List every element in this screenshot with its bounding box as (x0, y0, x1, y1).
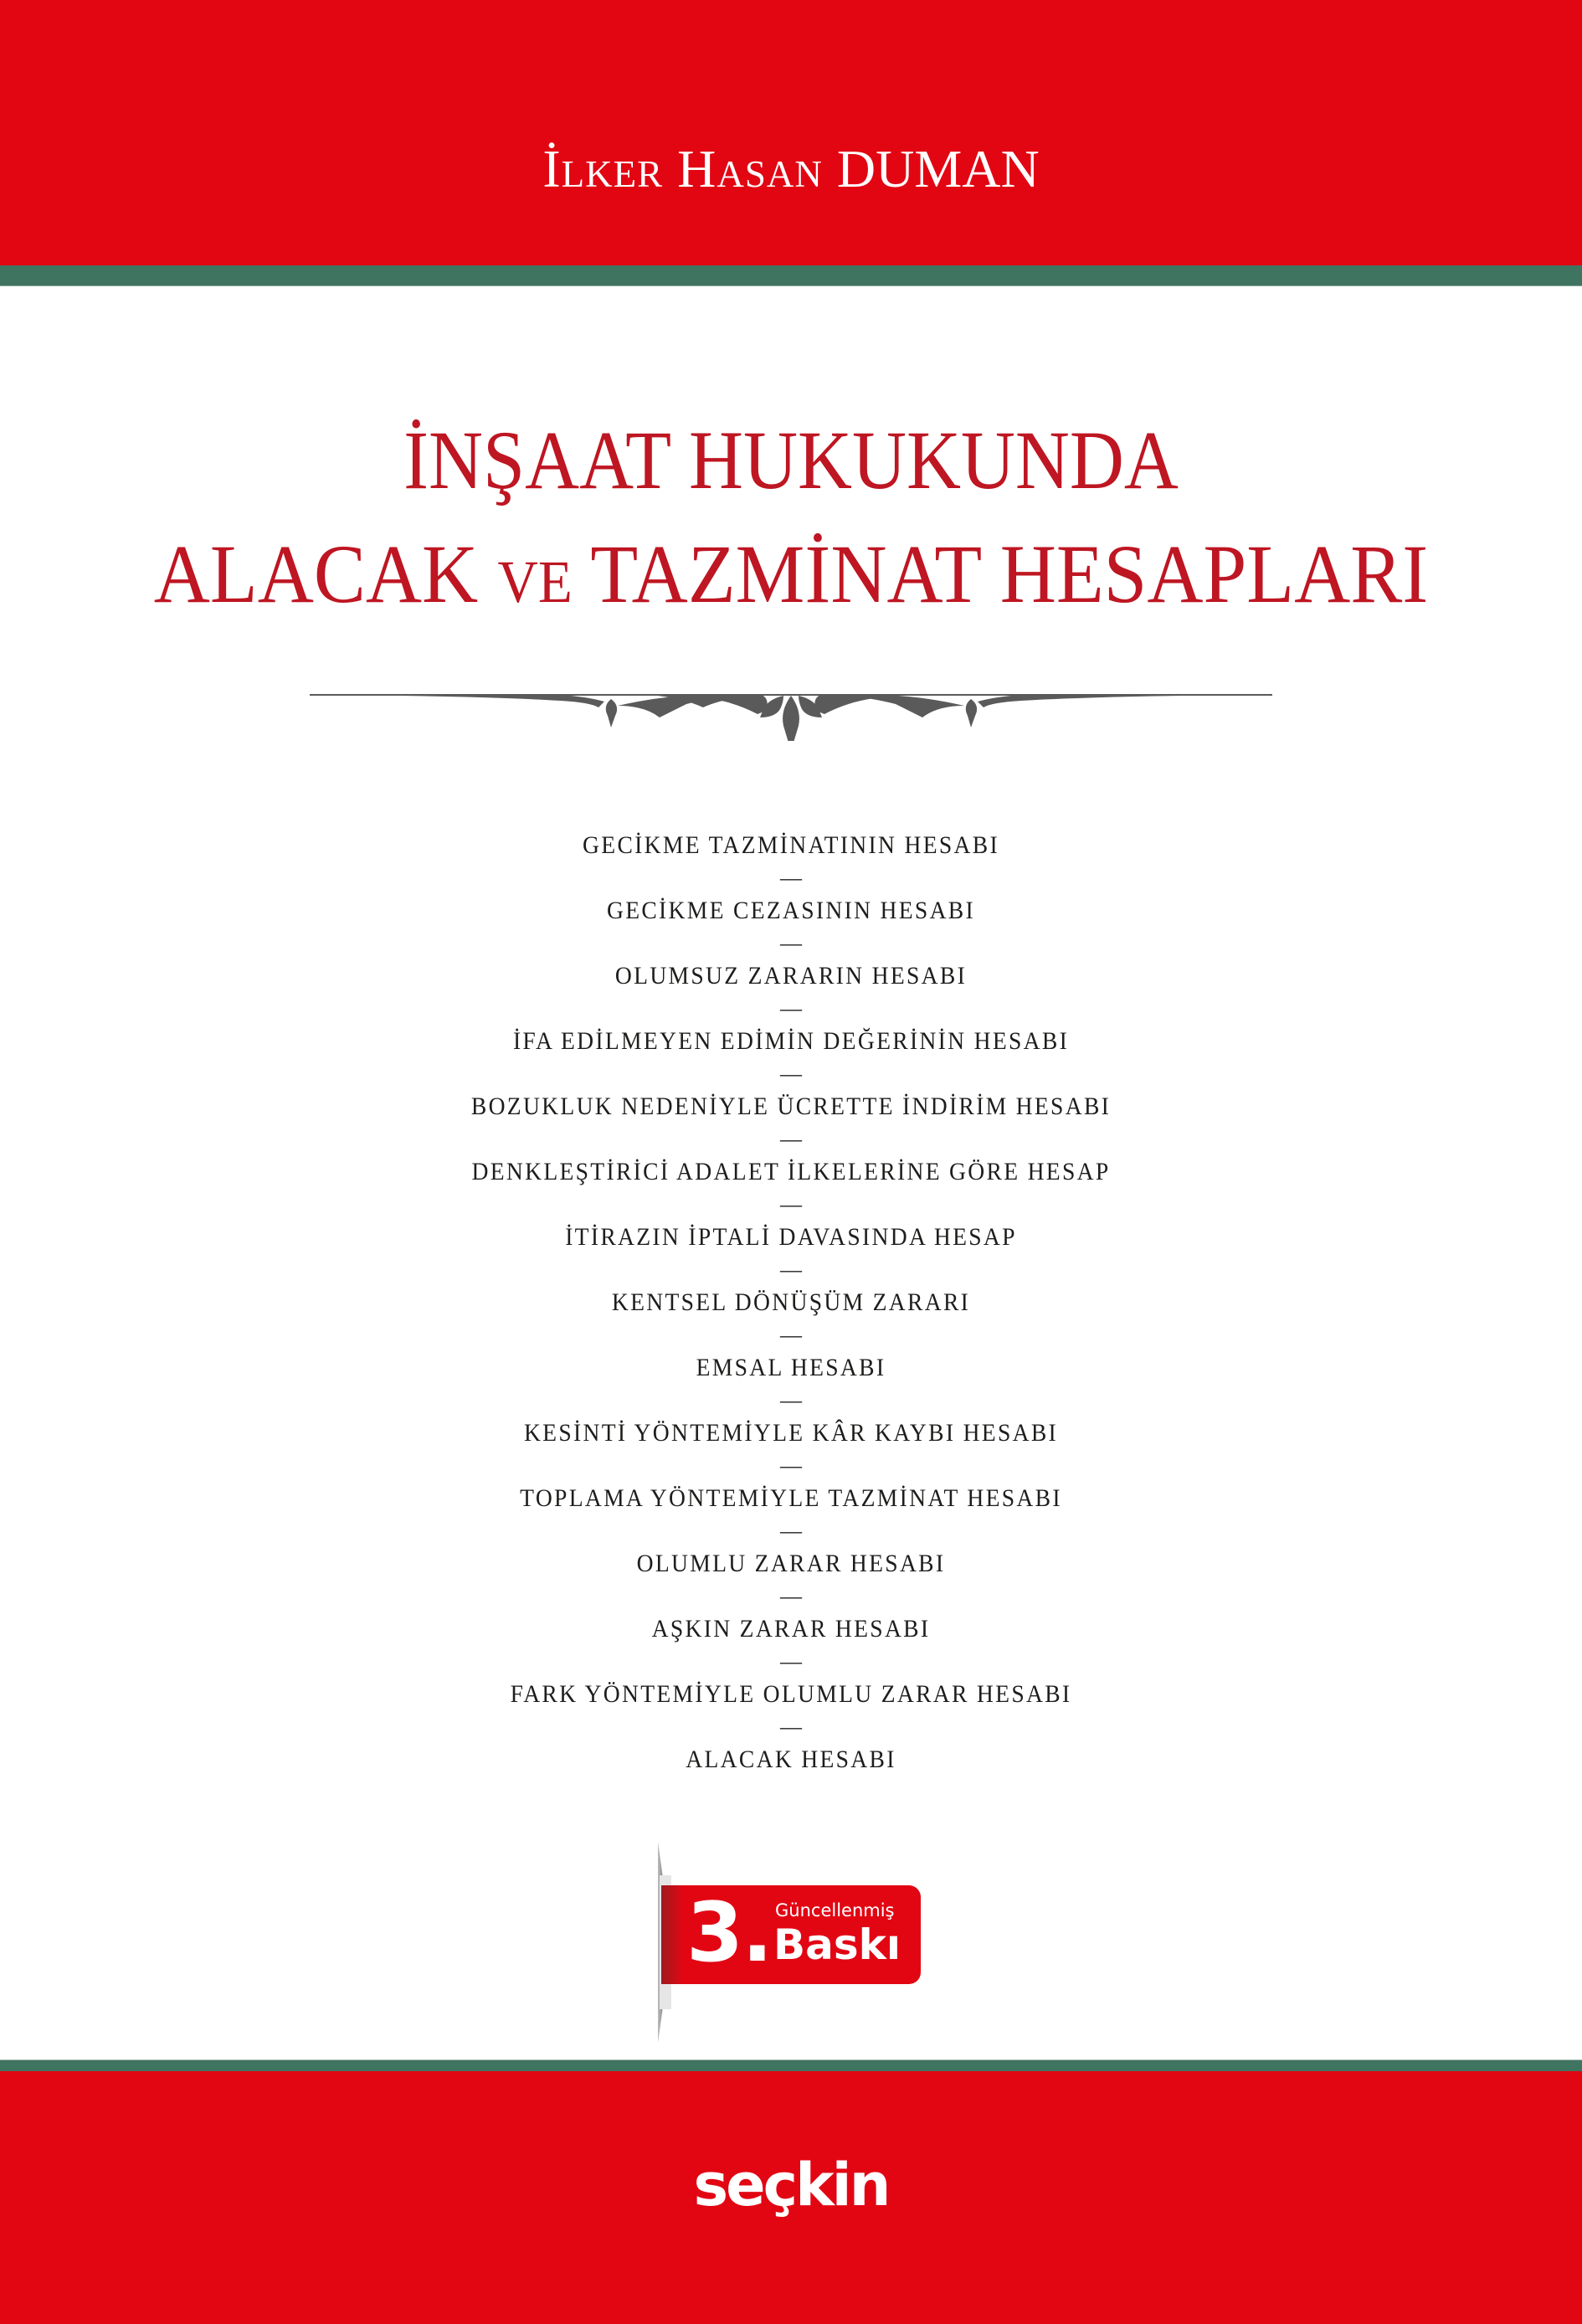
edition-label: Baskı (773, 1920, 901, 1969)
topic-item: BOZUKLUK NEDENİYLE ÜCRETTE İNDİRİM HESABI (470, 1093, 1112, 1120)
topic-item: DENKLEŞTİRİCİ ADALET İLKELERİNE GÖRE HESAP (471, 1158, 1111, 1185)
author-surname: DUMAN (836, 139, 1040, 198)
topic-separator: — (780, 1323, 802, 1347)
edition-badge (658, 1842, 926, 2043)
author-name (0, 139, 1582, 198)
title-word-alacak: ALACAK (153, 527, 479, 620)
topic-separator: — (780, 1062, 802, 1086)
topic-item: İFA EDİLMEYEN EDİMİN DEĞERİNİN HESABI (512, 1027, 1070, 1055)
topic-separator: — (780, 1453, 802, 1478)
topic-separator: — (780, 1715, 802, 1739)
topic-item: GECİKME TAZMİNATININ HESABI (583, 831, 999, 859)
topic-item: OLUMLU ZARAR HESABI (636, 1550, 946, 1577)
edition-number: 3. (686, 1885, 772, 1981)
book-title-line-2 (55, 527, 1527, 620)
topic-item: FARK YÖNTEMİYLE OLUMLU ZARAR HESABI (510, 1680, 1072, 1708)
topic-item: ALACAK HESABI (686, 1746, 896, 1773)
topic-item: EMSAL HESABI (696, 1354, 886, 1381)
bottom-green-stripe (0, 2059, 1582, 2072)
decorative-flourish-icon (310, 674, 1272, 741)
topic-separator: — (780, 1584, 802, 1608)
topic-item: KENTSEL DÖNÜŞÜM ZARARI (611, 1288, 971, 1316)
title-words-tazminat-hesaplari: TAZMİNAT HESAPLARI (590, 527, 1429, 620)
topics-list (0, 829, 1582, 1776)
topic-separator: — (780, 1127, 802, 1151)
topic-item: GECİKME CEZASININ HESABI (606, 897, 976, 924)
topic-item: İTİRAZIN İPTALİ DAVASINDA HESAP (565, 1223, 1017, 1251)
topic-separator: — (780, 1519, 802, 1543)
topic-item: OLUMSUZ ZARARIN HESABI (614, 962, 968, 990)
book-title-line-1: İNŞAAT HUKUKUNDA (403, 414, 1179, 506)
topic-item: AŞKIN ZARAR HESABI (651, 1615, 931, 1643)
edition-qualifier: Güncellenmiş (775, 1900, 895, 1920)
topic-item: TOPLAMA YÖNTEMİYLE TAZMİNAT HESABI (520, 1484, 1062, 1512)
topic-separator: — (780, 996, 802, 1021)
topic-separator: — (780, 931, 802, 955)
top-green-stripe (0, 265, 1582, 286)
topic-separator: — (780, 1257, 802, 1282)
topic-separator: — (780, 1649, 802, 1674)
topic-separator: — (780, 866, 802, 890)
topic-item: KESİNTİ YÖNTEMİYLE KÂR KAYBI HESABI (523, 1419, 1059, 1447)
publisher-logo: seçkin (693, 2151, 889, 2219)
title-connector: VE (497, 548, 573, 615)
edition-ribbon (661, 1885, 921, 1984)
topic-separator: — (780, 1388, 802, 1412)
top-red-band (0, 0, 1582, 265)
author-given-name: İlker Hasan (542, 139, 823, 198)
topic-separator: — (780, 1192, 802, 1216)
